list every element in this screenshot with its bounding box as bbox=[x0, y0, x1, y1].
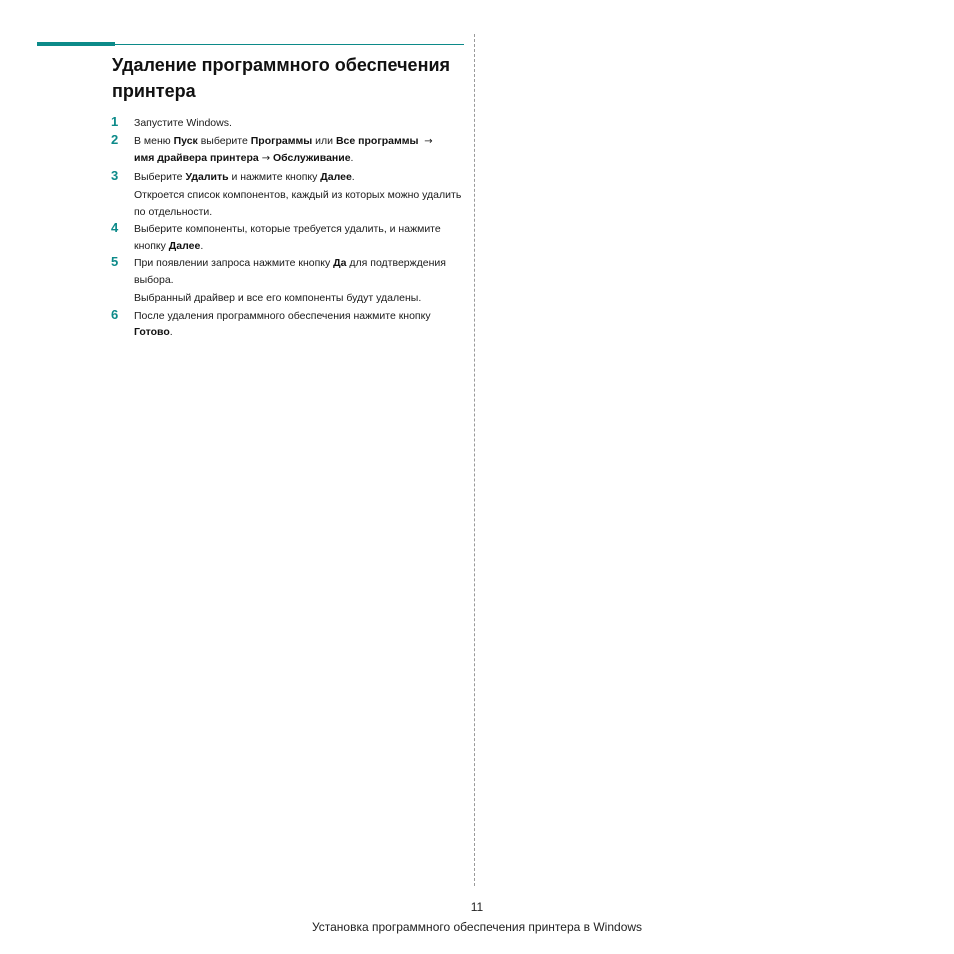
header-rule bbox=[115, 44, 464, 45]
step-item bbox=[111, 169, 466, 221]
step-text: Выберите компоненты, которые требуется удалить, и нажмите кнопку Далее. bbox=[134, 223, 441, 252]
step-text: После удаления программного обеспечения нажмите кнопку Готово. bbox=[134, 309, 431, 338]
step-item bbox=[111, 115, 466, 132]
step-note: Выбранный драйвер и все его компоненты будут удалены. bbox=[134, 292, 422, 304]
step-item bbox=[111, 133, 466, 168]
step-number: 2 bbox=[111, 131, 119, 147]
footer-section-title: Установка программного обеспечения принтера в Windows bbox=[311, 920, 643, 934]
steps-list bbox=[111, 115, 466, 341]
step-number: 4 bbox=[111, 220, 119, 235]
step-number: 3 bbox=[111, 167, 119, 183]
step-text: При появлении запроса нажмите кнопку Да для подтверждения выбора. bbox=[134, 257, 446, 286]
header-accent-bar bbox=[37, 42, 115, 46]
step-note: Откроется список компонентов, каждый из которых можно удалить по отдельности. bbox=[134, 189, 462, 218]
step-number: 6 bbox=[111, 306, 119, 322]
step-item bbox=[111, 255, 466, 307]
step-number: 1 bbox=[111, 114, 119, 129]
step-text: Запустите Windows. bbox=[134, 117, 232, 129]
arrow-icon: → bbox=[261, 153, 271, 164]
step-number: 5 bbox=[111, 254, 119, 269]
arrow-icon: → bbox=[424, 135, 433, 147]
section-title: Удаление программного обеспечения принтера bbox=[112, 55, 451, 101]
step-text: Выберите Удалить и нажмите кнопку Далее. bbox=[134, 170, 355, 183]
column-divider bbox=[474, 34, 475, 886]
page-number: 11 bbox=[470, 900, 484, 914]
step-text: В меню Пуск выберите Программы или Все программы → имя драйвера принтера → Обслуживание. bbox=[134, 134, 433, 164]
step-item bbox=[111, 221, 466, 254]
step-item bbox=[111, 308, 466, 341]
